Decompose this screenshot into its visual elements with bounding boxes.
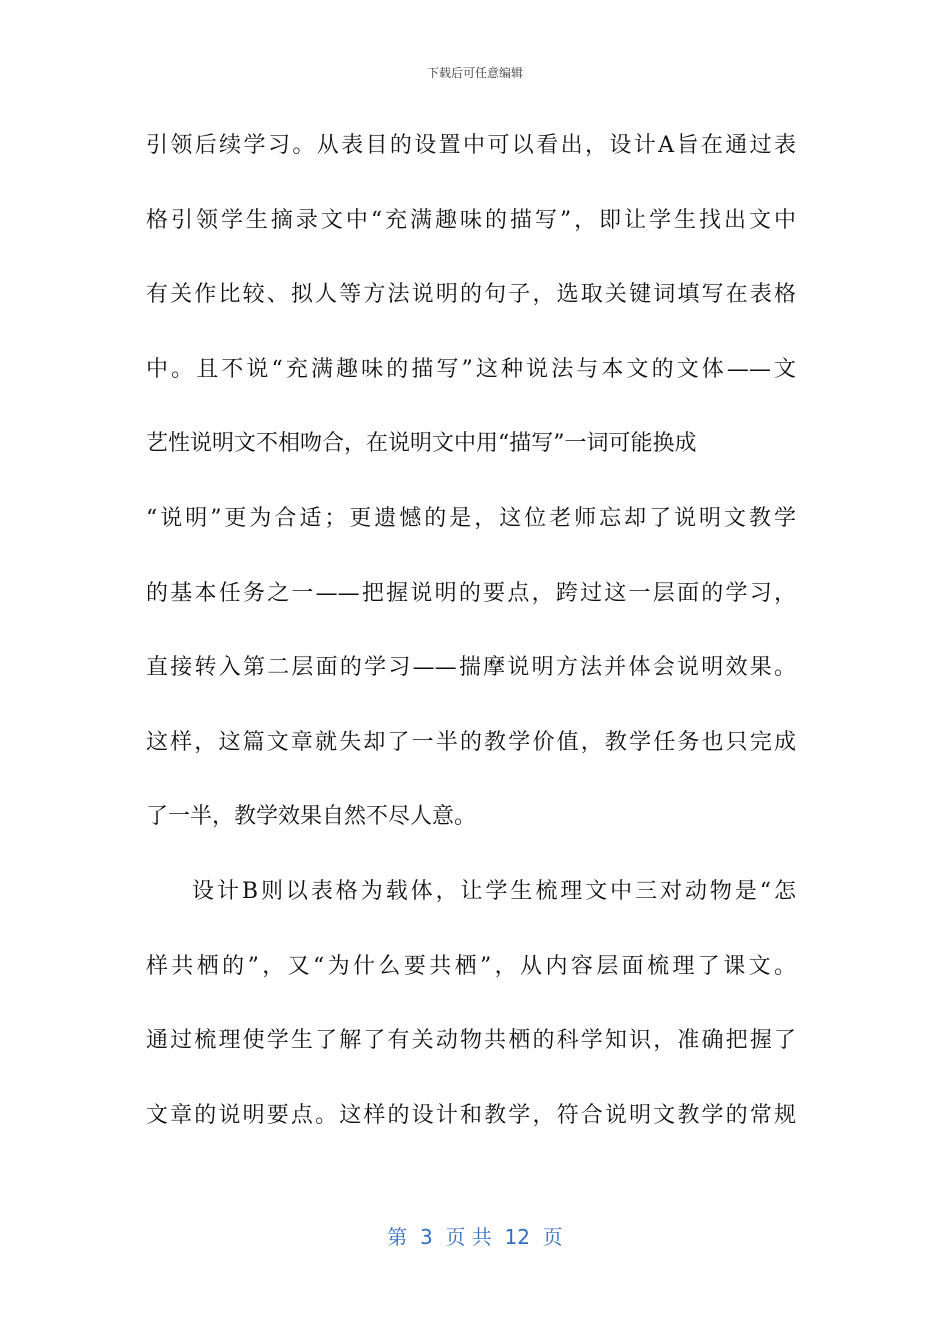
text-line: 了一半，教学效果自然不尽人意。: [146, 804, 477, 830]
text-line: 的基本任务之一——把握说明的要点，跨过这一层面的学习，: [146, 580, 796, 606]
text-line: 这样，这篇文章就失却了一半的教学价值，教学任务也只完成: [146, 729, 796, 755]
text-line: 样共栖的”，又“为什么要共栖”，从内容层面梳理了课文。: [146, 953, 796, 979]
text-line: 引领后续学习。从表目的设置中可以看出，设计A旨在通过表: [146, 133, 796, 158]
text-line: 文章的说明要点。这样的设计和教学，符合说明文教学的常规: [146, 1102, 796, 1128]
page-header: 下载后可任意编辑: [426, 66, 523, 80]
text-line: 有关作比较、拟人等方法说明的句子，选取关键词填写在表格: [146, 282, 796, 308]
body-text: [146, 120, 796, 1164]
text-line: 中。且不说“充满趣味的描写”这种说法与本文的文体——文: [146, 356, 796, 382]
text-line: 通过梳理使学生了解了有关动物共栖的科学知识，准确把握了: [146, 1028, 796, 1054]
text-line: 直接转入第二层面的学习——揣摩说明方法并体会说明效果。: [146, 655, 796, 681]
text-line: 艺性说明文不相吻合，在说明文中用“描写”一词可能换成: [146, 431, 697, 457]
page-footer: 第 3 页 共 12 页: [387, 1225, 563, 1249]
text-line: 格引领学生摘录文中“充满趣味的描写”，即让学生找出文中: [146, 207, 796, 233]
text-line: “说明”更为合适；更遗憾的是，这位老师忘却了说明文教学: [146, 505, 796, 531]
text-line: 设计B则以表格为载体，让学生梳理文中三对动物是“怎: [192, 878, 796, 904]
